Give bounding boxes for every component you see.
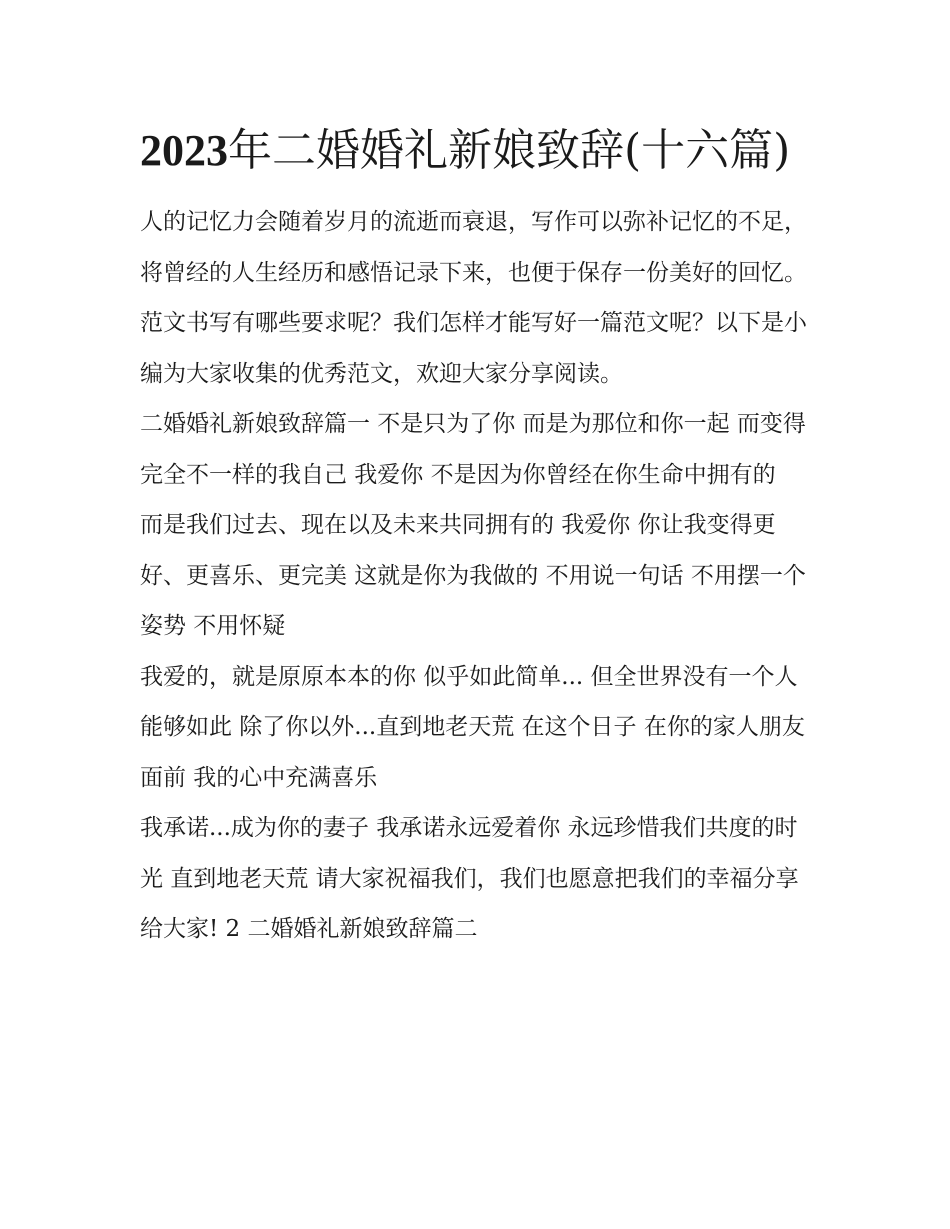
speech-paragraph-1: 二婚婚礼新娘致辞篇一 不是只为了你 而是为那位和你一起 而变得完全不一样的我自己 我爱你 不是因为你曾经在你生命中拥有的 [140, 411, 806, 488]
document-title [140, 116, 815, 186]
intro-paragraph: 人的记忆力会随着岁月的流逝而衰退，写作可以弥补记忆的不足，将曾经的人生经历和感悟记录下来，也便于保存一份美好的回忆。范文书写有哪些要求呢？我们怎样才能写好一篇范文呢？以下是小编为大家收集的优秀范文，欢迎大家分享阅读。 [140, 209, 807, 387]
document-page [140, 116, 815, 955]
speech-paragraph-3: 我爱的，就是原原本本的你 似乎如此简单... 但全世界没有一个人能够如此 除了你以外...直到地老天荒 在这个日子 在你的家人朋友面前 我的心中充满喜乐 [140, 663, 805, 791]
document-body [140, 197, 815, 955]
title-text: 年二婚婚礼新娘致辞(十六篇) [228, 125, 791, 176]
title-year: 2023 [140, 126, 228, 175]
speech-paragraph-4: 我承诺...成为你的妻子 我承诺永远爱着你 永远珍惜我们共度的时光 直到地老天荒 请大家祝福我们，我们也愿意把我们的幸福分享给大家! 2 二婚婚礼新娘致辞篇二 [140, 815, 799, 942]
speech-paragraph-2: 而是我们过去、现在以及未来共同拥有的 我爱你 你让我变得更好、更喜乐、更完美 这就是你为我做的 不用说一句话 不用摆一个姿势 不用怀疑 [140, 512, 806, 639]
